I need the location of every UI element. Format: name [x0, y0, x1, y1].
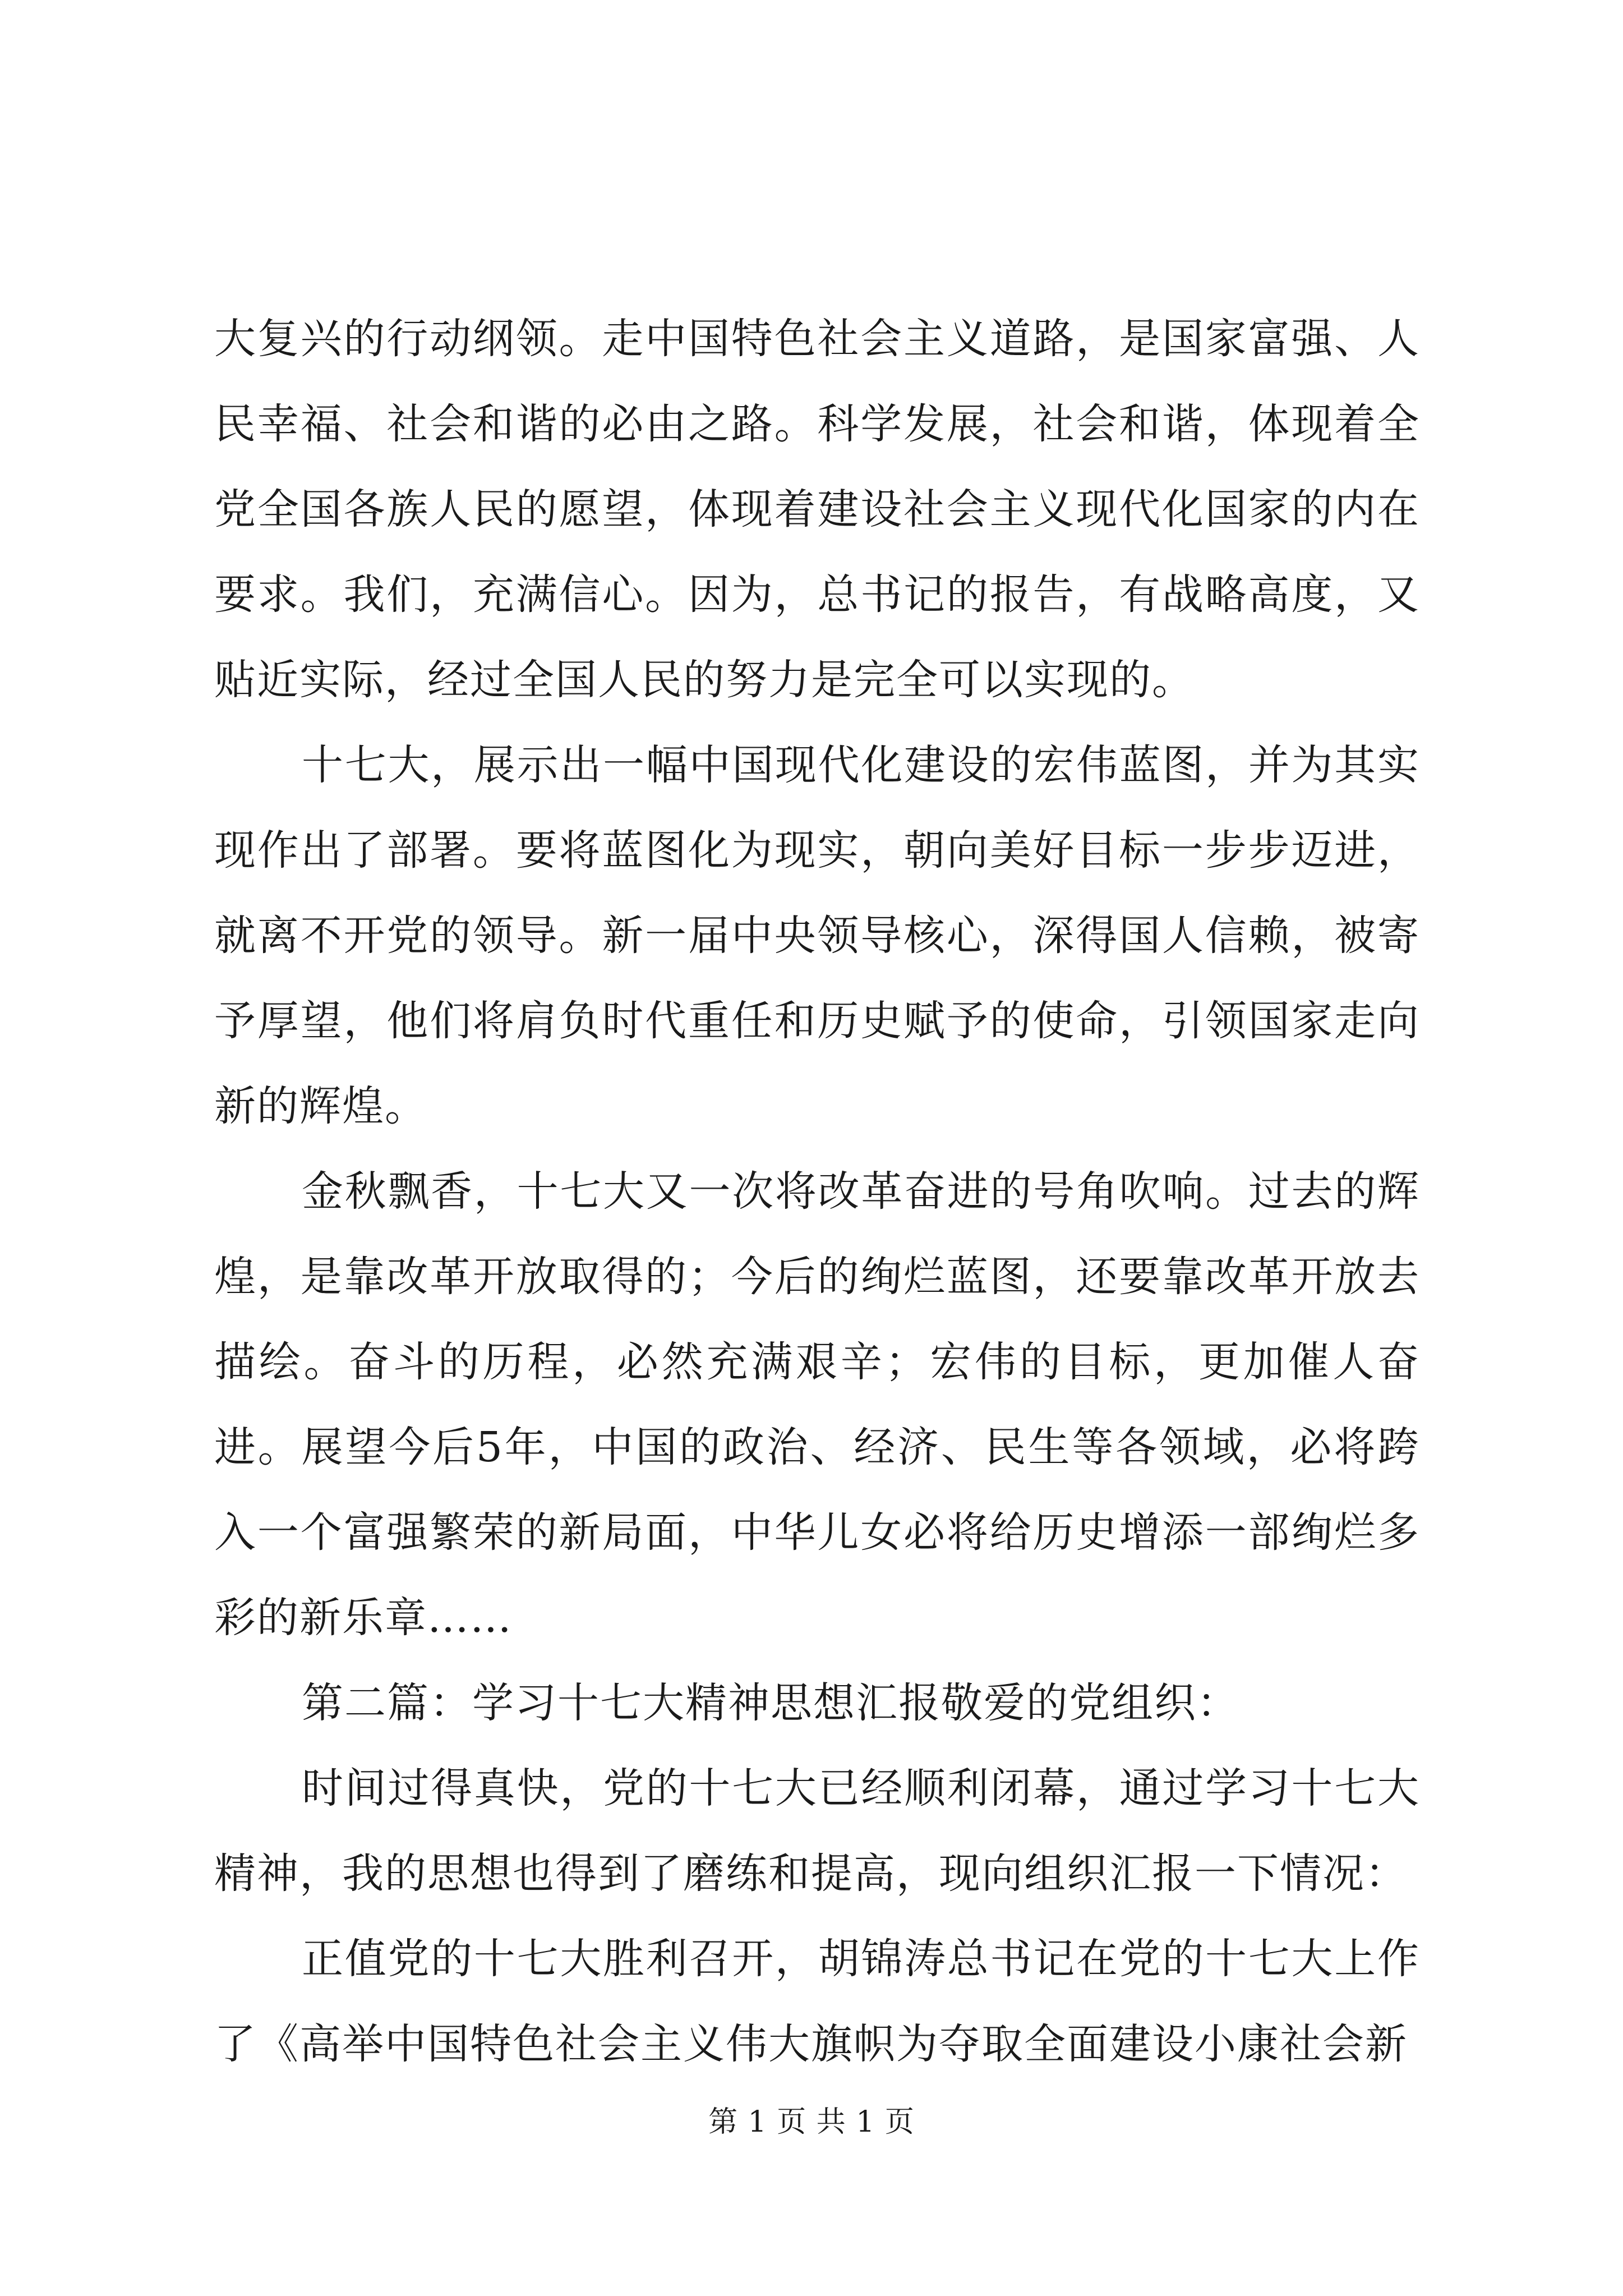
document-body	[214, 296, 1420, 2087]
paragraph-1: 大复兴的行动纲领。走中国特色社会主义道路，是国家富强、人民幸福、社会和谐的必由之路。科学发展，社会和谐，体现着全党全国各族人民的愿望，体现着建设社会主义现代化国家的内在要求。我们，充满信心。因为，总书记的报告，有战略高度，又贴近实际，经过全国人民的努力是完全可以实现的。	[214, 315, 1420, 704]
paragraph-5: 时间过得真快，党的十七大已经顺利闭幕，通过学习十七大精神，我的思想也得到了磨练和提高，现向组织汇报一下情况：	[214, 1764, 1420, 1898]
paragraph-2: 十七大，展示出一幅中国现代化建设的宏伟蓝图，并为其实现作出了部署。要将蓝图化为现实，朝向美好目标一步步迈进，就离不开党的领导。新一届中央领导核心，深得国人信赖，被寄予厚望，他们将肩负时代重任和历史赋予的使命，引领国家走向新的辉煌。	[214, 741, 1420, 1130]
paragraph-3: 金秋飘香，十七大又一次将改革奋进的号角吹响。过去的辉煌，是靠改革开放取得的；今后的绚烂蓝图，还要靠改革开放去描绘。奋斗的历程，必然充满艰辛；宏伟的目标，更加催人奋进。展望今后5年，中国的政治、经济、民生等各领域，必将跨入一个富强繁荣的新局面，中华儿女必将给历史增添一部绚烂多彩的新乐章……	[214, 1167, 1420, 1642]
paragraph-4-heading: 第二篇：学习十七大精神思想汇报敬爱的党组织：	[302, 1679, 1239, 1727]
page-footer: 第 1 页 共 1 页	[708, 2105, 915, 2139]
paragraph-6: 正值党的十七大胜利召开，胡锦涛总书记在党的十七大上作了《高举中国特色社会主义伟大旗帜为夺取全面建设小康社会新	[214, 1935, 1420, 2068]
